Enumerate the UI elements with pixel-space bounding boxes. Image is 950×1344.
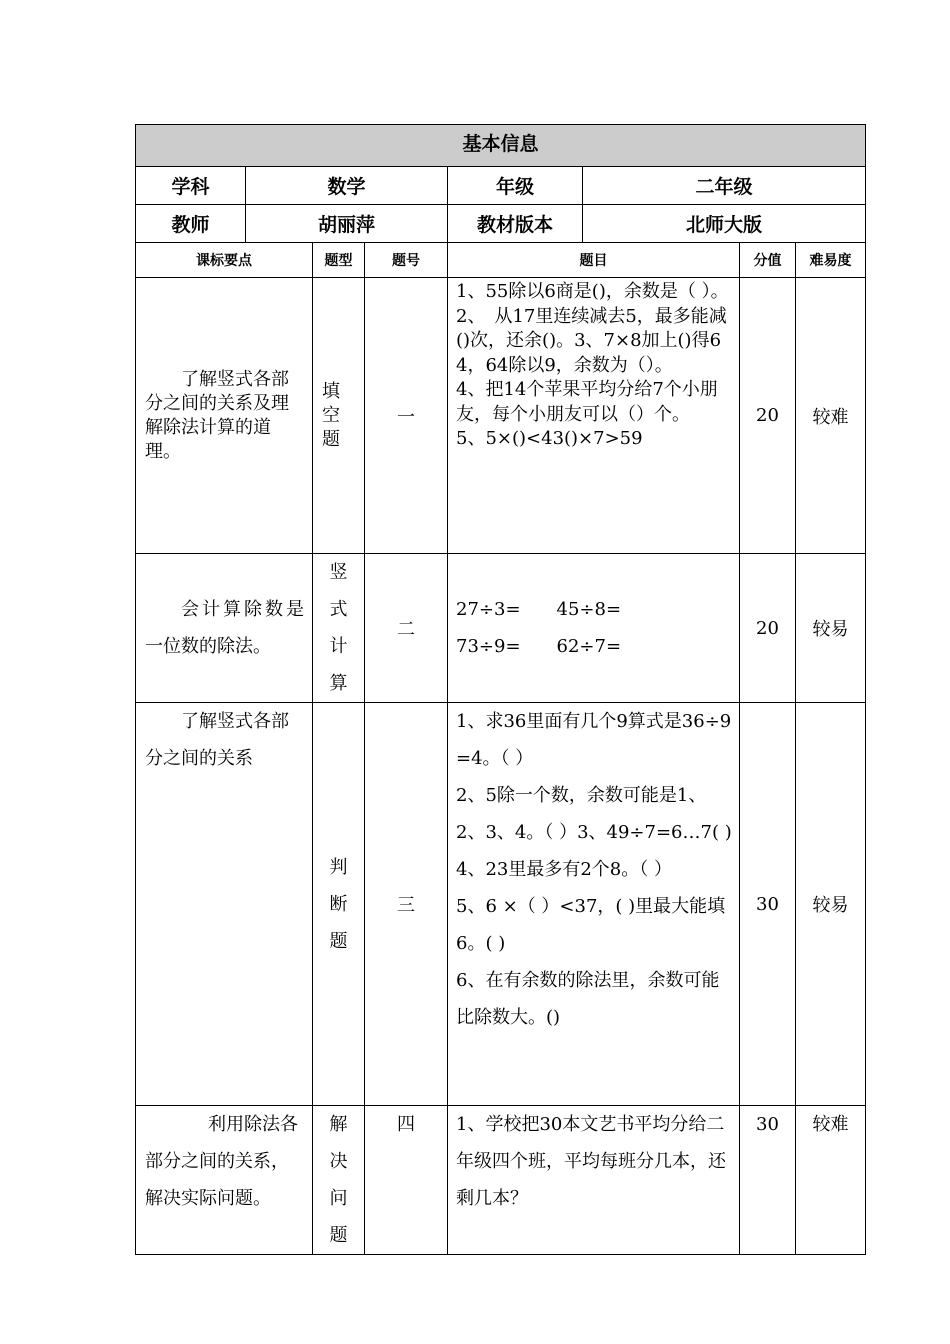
edition-label: 教材版本 bbox=[448, 205, 583, 243]
score-cell: 30 bbox=[740, 703, 796, 1106]
teacher-value: 胡丽萍 bbox=[246, 205, 448, 243]
question-cell: 1、55除以6商是()，余数是（ ）。 2、 从17里连续减去5，最多能减()次，还余()。3、7×8加上()得64，64除以9，余数为（）。 4、把14个苹果平均分给7个小朋友，每个小朋友可以（）个。 5、5×()<43()×7>59 bbox=[448, 278, 740, 554]
type-cell: 判断题 bbox=[313, 703, 365, 1106]
number-cell: 二 bbox=[365, 554, 448, 703]
score-cell: 20 bbox=[740, 554, 796, 703]
standard-cell: 了解竖式各部分之间的关系 bbox=[136, 703, 313, 1106]
column-header: 分值 bbox=[740, 243, 796, 278]
table-title: 基本信息 bbox=[136, 125, 866, 167]
calc-line: 27÷3= 45÷8= bbox=[456, 599, 622, 620]
info-row-teacher bbox=[136, 205, 866, 243]
difficulty-cell: 较难 bbox=[796, 1106, 866, 1255]
table-row bbox=[136, 554, 866, 703]
column-header: 题号 bbox=[365, 243, 448, 278]
table-row bbox=[136, 278, 866, 554]
info-row-subject bbox=[136, 167, 866, 205]
column-header: 难易度 bbox=[796, 243, 866, 278]
number-cell: 三 bbox=[365, 703, 448, 1106]
column-header: 课标要点 bbox=[136, 243, 313, 278]
table-row bbox=[136, 703, 866, 1106]
type-cell: 解决问题 bbox=[313, 1106, 365, 1255]
column-header: 题目 bbox=[448, 243, 740, 278]
type-cell: 填空题 bbox=[313, 278, 365, 554]
teacher-label: 教师 bbox=[136, 205, 246, 243]
difficulty-cell: 较易 bbox=[796, 554, 866, 703]
standard-cell: 了解竖式各部分之间的关系及理解除法计算的道理。 bbox=[136, 278, 313, 554]
number-cell: 四 bbox=[365, 1106, 448, 1255]
table-row bbox=[136, 1106, 866, 1255]
grade-value: 二年级 bbox=[583, 167, 866, 205]
calc-line: 73÷9= 62÷7= bbox=[456, 636, 622, 657]
column-header: 题型 bbox=[313, 243, 365, 278]
difficulty-cell: 较难 bbox=[796, 278, 866, 554]
edition-value: 北师大版 bbox=[583, 205, 866, 243]
score-cell: 30 bbox=[740, 1106, 796, 1255]
standard-cell: 会计算除数是一位数的除法。 bbox=[136, 554, 313, 703]
subject-label: 学科 bbox=[136, 167, 246, 205]
question-cell: 1、学校把30本文艺书平均分给二年级四个班，平均每班分几本，还剩几本？ bbox=[448, 1106, 740, 1255]
number-cell: 一 bbox=[365, 278, 448, 554]
type-cell: 竖式计算 bbox=[313, 554, 365, 703]
standard-cell: 利用除法各部分之间的关系，解决实际问题。 bbox=[136, 1106, 313, 1255]
grade-label: 年级 bbox=[448, 167, 583, 205]
score-cell: 20 bbox=[740, 278, 796, 554]
question-cell: 1、求36里面有几个9算式是36÷9=4。（ ） 2、5除一个数，余数可能是1、2、3、4。（ ）3、49÷7=6…7( ) 4、23里最多有2个8。（ ） 5、6 ×（ ）<37，( )里最大能填6。( ) 6、在有余数的除法里，余数可能比除数大。() bbox=[448, 703, 740, 1106]
assessment-table bbox=[135, 124, 866, 1255]
subject-value: 数学 bbox=[246, 167, 448, 205]
column-header-row bbox=[136, 243, 866, 278]
question-cell bbox=[448, 554, 740, 703]
difficulty-cell: 较易 bbox=[796, 703, 866, 1106]
